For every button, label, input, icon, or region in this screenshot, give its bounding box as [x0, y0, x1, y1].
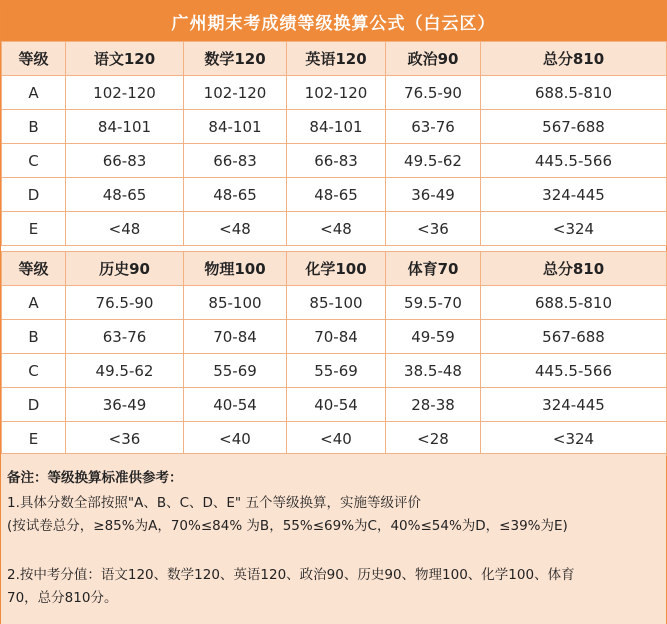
notes-line-4: 70，总分810分。: [7, 590, 118, 606]
grade-cell: B: [2, 320, 66, 354]
range-cell: <324: [481, 422, 667, 456]
range-cell: <36: [386, 212, 481, 246]
range-cell: 102-120: [184, 76, 287, 110]
table-row: [2, 388, 667, 422]
table-row: [2, 110, 667, 144]
range-cell: 324-445: [481, 388, 667, 422]
table-row: [2, 178, 667, 212]
grade-cell: D: [2, 178, 66, 212]
range-cell: 48-65: [66, 178, 184, 212]
range-cell: 567-688: [481, 320, 667, 354]
range-cell: 55-69: [184, 354, 287, 388]
range-cell: 70-84: [287, 320, 386, 354]
range-cell: 48-65: [287, 178, 386, 212]
grade-cell: E: [2, 212, 66, 246]
range-cell: 85-100: [184, 286, 287, 320]
range-cell: <48: [287, 212, 386, 246]
range-cell: 76.5-90: [66, 286, 184, 320]
range-cell: 59.5-70: [386, 286, 481, 320]
header-cell: 英语120: [287, 42, 386, 76]
header-cell: 化学100: [287, 252, 386, 286]
grade-cell: C: [2, 354, 66, 388]
range-cell: 688.5-810: [481, 76, 667, 110]
page-title: 广州期末考成绩等级换算公式（白云区）: [1, 1, 666, 41]
range-cell: 66-83: [184, 144, 287, 178]
range-cell: 102-120: [66, 76, 184, 110]
range-cell: 84-101: [184, 110, 287, 144]
range-cell: 85-100: [287, 286, 386, 320]
range-cell: 49.5-62: [386, 144, 481, 178]
table-row: [2, 212, 667, 246]
range-cell: <28: [386, 422, 481, 456]
range-cell: 567-688: [481, 110, 667, 144]
range-cell: 28-38: [386, 388, 481, 422]
range-cell: 102-120: [287, 76, 386, 110]
range-cell: 38.5-48: [386, 354, 481, 388]
range-cell: <36: [66, 422, 184, 456]
notes-line-1: 1.具体分数全部按照"A、B、C、D、E" 五个等级换算，实施等级评价: [7, 495, 421, 511]
grade-cell: B: [2, 110, 66, 144]
header-cell: 物理100: [184, 252, 287, 286]
range-cell: 40-54: [184, 388, 287, 422]
header-cell: 语文120: [66, 42, 184, 76]
grade-table-1: [1, 41, 667, 246]
table-row: [2, 76, 667, 110]
range-cell: 84-101: [287, 110, 386, 144]
range-cell: 63-76: [66, 320, 184, 354]
header-row: [2, 252, 667, 286]
header-cell: 等级: [2, 42, 66, 76]
header-cell: 总分810: [481, 42, 667, 76]
range-cell: <324: [481, 212, 667, 246]
range-cell: 55-69: [287, 354, 386, 388]
range-cell: 63-76: [386, 110, 481, 144]
grade-cell: C: [2, 144, 66, 178]
range-cell: 66-83: [287, 144, 386, 178]
range-cell: 76.5-90: [386, 76, 481, 110]
notes-line-3: 2.按中考分值：语文120、数学120、英语120、政治90、历史90、物理100、化学100、体育: [7, 567, 575, 583]
range-cell: 445.5-566: [481, 354, 667, 388]
range-cell: 49.5-62: [66, 354, 184, 388]
header-cell: 体育70: [386, 252, 481, 286]
header-cell: 政治90: [386, 42, 481, 76]
header-cell: 数学120: [184, 42, 287, 76]
table-row: [2, 286, 667, 320]
table-row: [2, 144, 667, 178]
range-cell: 445.5-566: [481, 144, 667, 178]
grade-cell: D: [2, 388, 66, 422]
table-row: [2, 320, 667, 354]
grade-cell: E: [2, 422, 66, 456]
range-cell: <40: [287, 422, 386, 456]
range-cell: 324-445: [481, 178, 667, 212]
header-cell: 历史90: [66, 252, 184, 286]
range-cell: 40-54: [287, 388, 386, 422]
range-cell: 36-49: [386, 178, 481, 212]
range-cell: 66-83: [66, 144, 184, 178]
grade-cell: A: [2, 286, 66, 320]
range-cell: <40: [184, 422, 287, 456]
range-cell: <48: [66, 212, 184, 246]
range-cell: 84-101: [66, 110, 184, 144]
range-cell: 70-84: [184, 320, 287, 354]
notes-section: [1, 453, 666, 624]
header-row: [2, 42, 667, 76]
range-cell: 49-59: [386, 320, 481, 354]
grade-cell: A: [2, 76, 66, 110]
table-row: [2, 422, 667, 456]
range-cell: 688.5-810: [481, 286, 667, 320]
range-cell: 36-49: [66, 388, 184, 422]
header-cell: 总分810: [481, 252, 667, 286]
notes-heading: 备注：等级换算标准供参考：: [7, 470, 183, 486]
grade-table-2: [1, 251, 667, 456]
table-row: [2, 354, 667, 388]
range-cell: 48-65: [184, 178, 287, 212]
header-cell: 等级: [2, 252, 66, 286]
notes-line-2: (按试卷总分，≥85%为A，70%≤84% 为B，55%≤69%为C，40%≤54%为D，≤39%为E): [7, 518, 568, 534]
range-cell: <48: [184, 212, 287, 246]
